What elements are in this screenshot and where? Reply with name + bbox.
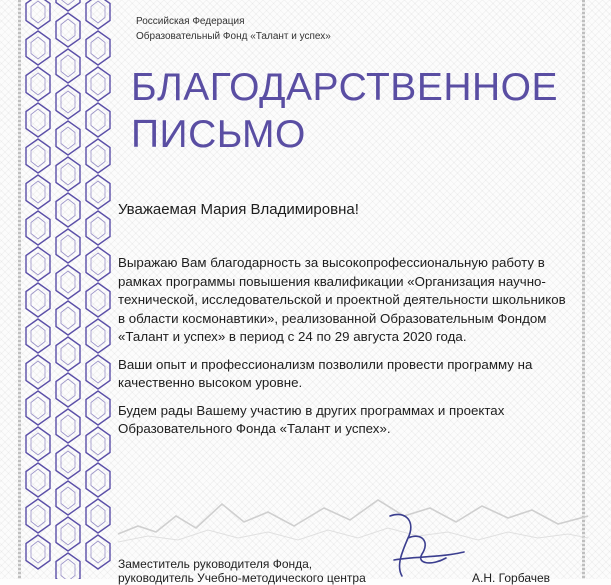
ornament-hexagon-inner xyxy=(61,163,75,185)
ornament-hexagon xyxy=(86,247,110,281)
body-paragraph: Ваши опыт и профессионализм позволили провести программу на качественно высоком уровне. xyxy=(118,356,533,390)
ornament-hexagon xyxy=(56,193,80,227)
ornament-hexagon xyxy=(56,373,80,407)
ornament-hexagon-inner xyxy=(31,469,45,491)
ornament-hexagon xyxy=(86,463,110,497)
signatory-title xyxy=(118,557,418,585)
ornament-hexagon xyxy=(56,517,80,551)
ornament-hexagon-inner xyxy=(31,397,45,419)
ornament-hexagon-inner xyxy=(61,55,75,77)
ornament-hexagon xyxy=(86,67,110,101)
ornament-hexagon-inner xyxy=(31,73,45,95)
organization-header xyxy=(136,14,331,44)
ornament-hexagon xyxy=(86,499,110,533)
org-name: Образовательный Фонд «Талант и успех» xyxy=(136,31,331,42)
ornament-hexagon xyxy=(56,13,80,47)
ornament-hexagon-inner xyxy=(91,181,105,203)
ornament-hexagon xyxy=(56,337,80,371)
ornament-hexagon xyxy=(86,391,110,425)
ornament-hexagon-inner xyxy=(91,73,105,95)
ornament-hexagon-inner xyxy=(91,109,105,131)
ornament-hexagon xyxy=(56,301,80,335)
left-border xyxy=(18,0,21,579)
ornament-hexagon-inner xyxy=(61,127,75,149)
ornament-hexagon-inner xyxy=(61,235,75,257)
ornament-hexagon-inner xyxy=(31,145,45,167)
ornament-hexagon-inner xyxy=(61,487,75,509)
ornament-hexagon-inner xyxy=(91,253,105,275)
ornament-hexagon-inner xyxy=(91,217,105,239)
ornament-hexagon xyxy=(26,535,50,569)
ornament-hexagon-inner xyxy=(91,541,105,563)
ornament-hexagon xyxy=(26,355,50,389)
ornament-hexagon-inner xyxy=(61,523,75,545)
ornament-hexagon xyxy=(26,463,50,497)
ornament-hexagon-inner xyxy=(31,541,45,563)
ornament-hexagon-inner xyxy=(61,559,75,579)
ornament-hexagon xyxy=(26,175,50,209)
ornament-hexagon xyxy=(86,31,110,65)
ornament-hexagon xyxy=(26,319,50,353)
ornament-hexagon xyxy=(26,283,50,317)
ornament-hexagon-inner xyxy=(91,469,105,491)
ornament-hexagon xyxy=(56,229,80,263)
ornament-hexagon-inner xyxy=(91,37,105,59)
ornament-hexagon-inner xyxy=(31,289,45,311)
salutation: Уважаемая Мария Владимировна! xyxy=(118,201,359,218)
ornament-hexagon xyxy=(56,409,80,443)
ornament-hexagon-inner xyxy=(31,433,45,455)
ornament-hexagon-inner xyxy=(61,343,75,365)
ornament-hexagon-inner xyxy=(31,325,45,347)
ornament-hexagon-inner xyxy=(31,109,45,131)
ornament-hexagon xyxy=(56,445,80,479)
ornament-hexagon-inner xyxy=(61,0,75,5)
ornament-hexagon xyxy=(26,211,50,245)
ornament-hexagon xyxy=(86,319,110,353)
ornament-hexagon-inner xyxy=(31,253,45,275)
ornament-hexagon-inner xyxy=(61,379,75,401)
ornament-hexagon xyxy=(86,211,110,245)
hexagon-ornament xyxy=(22,0,118,579)
ornament-hexagon xyxy=(26,247,50,281)
ornament-hexagon xyxy=(26,67,50,101)
ornament-hexagon-inner xyxy=(31,181,45,203)
ornament-hexagon-inner xyxy=(61,451,75,473)
ornament-hexagon-inner xyxy=(91,397,105,419)
signatory-name: А.Н. Горбачев xyxy=(472,571,551,585)
ornament-hexagon-inner xyxy=(61,271,75,293)
ornament-hexagon-inner xyxy=(61,199,75,221)
ornament-hexagon-inner xyxy=(31,1,45,23)
ornament-hexagon-inner xyxy=(61,307,75,329)
ornament-hexagon-inner xyxy=(61,19,75,41)
ornament-hexagon xyxy=(86,427,110,461)
ornament-hexagon-inner xyxy=(61,91,75,113)
ornament-hexagon xyxy=(86,355,110,389)
ornament-hexagon-inner xyxy=(31,505,45,527)
ornament-hexagon xyxy=(56,553,80,579)
title-line-1: БЛАГОДАРСТВЕННОЕ xyxy=(131,66,559,109)
org-country: Российская Федерация xyxy=(136,16,245,27)
ornament-hexagon xyxy=(86,103,110,137)
ornament-hexagon xyxy=(56,265,80,299)
ornament-hexagon xyxy=(86,283,110,317)
ornament-hexagon-inner xyxy=(91,1,105,23)
ornament-hexagon-inner xyxy=(31,37,45,59)
ornament-hexagon xyxy=(26,427,50,461)
ornament-hexagon-inner xyxy=(31,361,45,383)
ornament-hexagon xyxy=(86,175,110,209)
ornament-hexagon-inner xyxy=(61,415,75,437)
body-paragraph: Будем рады Вашему участию в других программах и проектах Образовательного Фонда «Талант и успех». xyxy=(118,402,505,436)
ornament-hexagon xyxy=(26,0,50,29)
ornament-hexagon xyxy=(26,31,50,65)
ornament-hexagon xyxy=(26,139,50,173)
ornament-hexagon xyxy=(56,157,80,191)
title-line-2: ПИСЬМО xyxy=(131,113,306,156)
body-paragraph: Выражаю Вам благодарность за высокопрофессиональную работу в рамках программы повышения квалификации «Организация научно-технической, исследовательской и проектной деятельности школьников в области космонавтики», реализованной Образовательным Фондом «Талант и успех» в период с 24 по 29 августа 2020 года. xyxy=(118,255,566,344)
ornament-hexagon-inner xyxy=(91,145,105,167)
ornament-hexagon xyxy=(56,49,80,83)
ornament-hexagon-inner xyxy=(91,325,105,347)
ornament-hexagon xyxy=(26,103,50,137)
ornament-hexagon xyxy=(56,85,80,119)
signatory-title-line-2: руководитель Учебно-методического центра xyxy=(118,571,366,585)
letter-title xyxy=(131,64,571,158)
ornament-hexagon xyxy=(86,0,110,29)
ornament-hexagon xyxy=(86,139,110,173)
mountains-decoration xyxy=(118,486,588,546)
ornament-hexagon xyxy=(26,391,50,425)
ornament-hexagon xyxy=(86,535,110,569)
ornament-hexagon-inner xyxy=(91,361,105,383)
letter-body xyxy=(118,254,568,448)
ornament-hexagon-inner xyxy=(31,217,45,239)
ornament-hexagon-inner xyxy=(91,433,105,455)
ornament-hexagon-inner xyxy=(91,505,105,527)
ornament-hexagon xyxy=(56,121,80,155)
ornament-hexagon-inner xyxy=(91,289,105,311)
ornament-hexagon xyxy=(56,481,80,515)
ornament-hexagon xyxy=(26,499,50,533)
signatory-title-line-1: Заместитель руководителя Фонда, xyxy=(118,557,313,571)
